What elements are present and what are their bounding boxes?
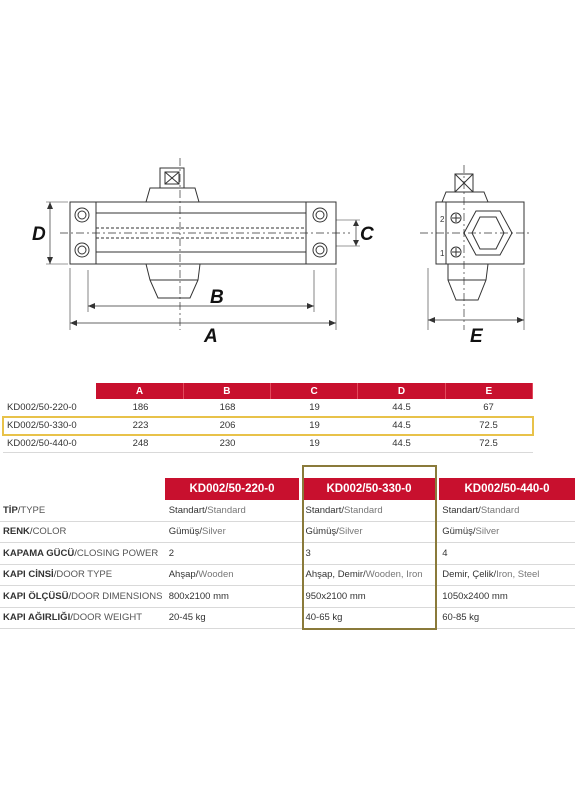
spec-value: 40-65 kg — [305, 612, 343, 624]
spec-value: 3 — [305, 547, 311, 559]
spec-value: Standart/Standard — [305, 504, 383, 516]
spec-value: 950x2100 mm — [305, 590, 366, 602]
cell-c: 19 — [309, 438, 320, 449]
spec-value: Standart/Standard — [168, 504, 246, 516]
cell-b: 230 — [219, 438, 236, 449]
model-name: KD002/50-330-0 — [7, 420, 77, 431]
cell-d: 44.5 — [392, 420, 411, 431]
cell-c: 19 — [309, 420, 320, 431]
dim-label-c: C — [360, 224, 374, 245]
header-spacer — [0, 478, 165, 500]
table-row — [3, 399, 533, 417]
technical-drawings — [0, 0, 575, 360]
spec-value: Ahşap, Demir/Wooden, Iron — [305, 569, 423, 581]
spec-row-type — [0, 500, 575, 522]
model-header-440: KD002/50-440-0 — [439, 478, 575, 500]
table-row-highlighted — [3, 417, 533, 435]
position-label-1: 1 — [440, 249, 445, 258]
spec-label: KAPI CİNSİ/DOOR TYPE — [3, 569, 113, 581]
header-spacer — [3, 383, 96, 399]
spec-value: 60-85 kg — [442, 612, 480, 624]
cell-c: 19 — [309, 402, 320, 413]
side-view-drawing — [420, 165, 530, 330]
model-name: KD002/50-440-0 — [7, 438, 77, 449]
cell-e: 72.5 — [479, 420, 498, 431]
spec-value: Ahşap/Wooden — [168, 569, 234, 581]
spec-value: Gümüş/Silver — [305, 526, 363, 538]
spec-value: 4 — [442, 547, 448, 559]
spec-row-color — [0, 522, 575, 544]
spec-value: 1050x2400 mm — [442, 590, 508, 602]
spec-value: Gümüş/Silver — [168, 526, 226, 538]
spec-row-closing-power — [0, 543, 575, 565]
cell-e: 67 — [483, 402, 494, 413]
spec-value: Gümüş/Silver — [442, 526, 500, 538]
model-header-330: KD002/50-330-0 — [302, 478, 436, 500]
cell-a: 248 — [132, 438, 149, 449]
dimensions-table-header — [3, 383, 533, 399]
spec-row-door-dimensions — [0, 586, 575, 608]
dim-label-e: E — [470, 326, 483, 347]
spec-label: TİP/TYPE — [3, 504, 46, 516]
cell-d: 44.5 — [392, 438, 411, 449]
model-header-220: KD002/50-220-0 — [165, 478, 299, 500]
spec-value: Standart/Standard — [442, 504, 520, 516]
spec-value: 2 — [168, 547, 175, 559]
cell-a: 223 — [132, 420, 149, 431]
dim-label-a: A — [204, 326, 218, 347]
header-col-b: B — [184, 383, 271, 399]
position-label-2: 2 — [440, 215, 445, 224]
model-name: KD002/50-220-0 — [7, 402, 77, 413]
specifications-table — [0, 478, 575, 629]
cell-a: 186 — [132, 402, 149, 413]
dimensions-table — [3, 383, 533, 453]
specifications-header — [0, 478, 575, 500]
spec-label: RENK/COLOR — [3, 526, 67, 538]
header-col-d: D — [358, 383, 445, 399]
spec-label: KAPAMA GÜCÜ/CLOSING POWER — [3, 547, 159, 559]
spec-row-door-weight — [0, 608, 575, 630]
dim-label-b: B — [210, 287, 224, 308]
cell-e: 72.5 — [479, 438, 498, 449]
header-col-a: A — [96, 383, 183, 399]
dim-label-d: D — [32, 224, 46, 245]
spec-value: 20-45 kg — [168, 612, 206, 624]
cell-b: 168 — [219, 402, 236, 413]
spec-row-door-type — [0, 565, 575, 587]
cell-d: 44.5 — [392, 402, 411, 413]
spec-value: Demir, Çelik/Iron, Steel — [442, 569, 540, 581]
header-col-e: E — [446, 383, 533, 399]
spec-value: 800x2100 mm — [168, 590, 229, 602]
table-row — [3, 435, 533, 453]
spec-label: KAPI ÖLÇÜSÜ/DOOR DIMENSIONS — [3, 590, 163, 602]
cell-b: 206 — [219, 420, 236, 431]
spec-label: KAPI AĞIRLIĞI/DOOR WEIGHT — [3, 612, 142, 624]
header-col-c: C — [271, 383, 358, 399]
